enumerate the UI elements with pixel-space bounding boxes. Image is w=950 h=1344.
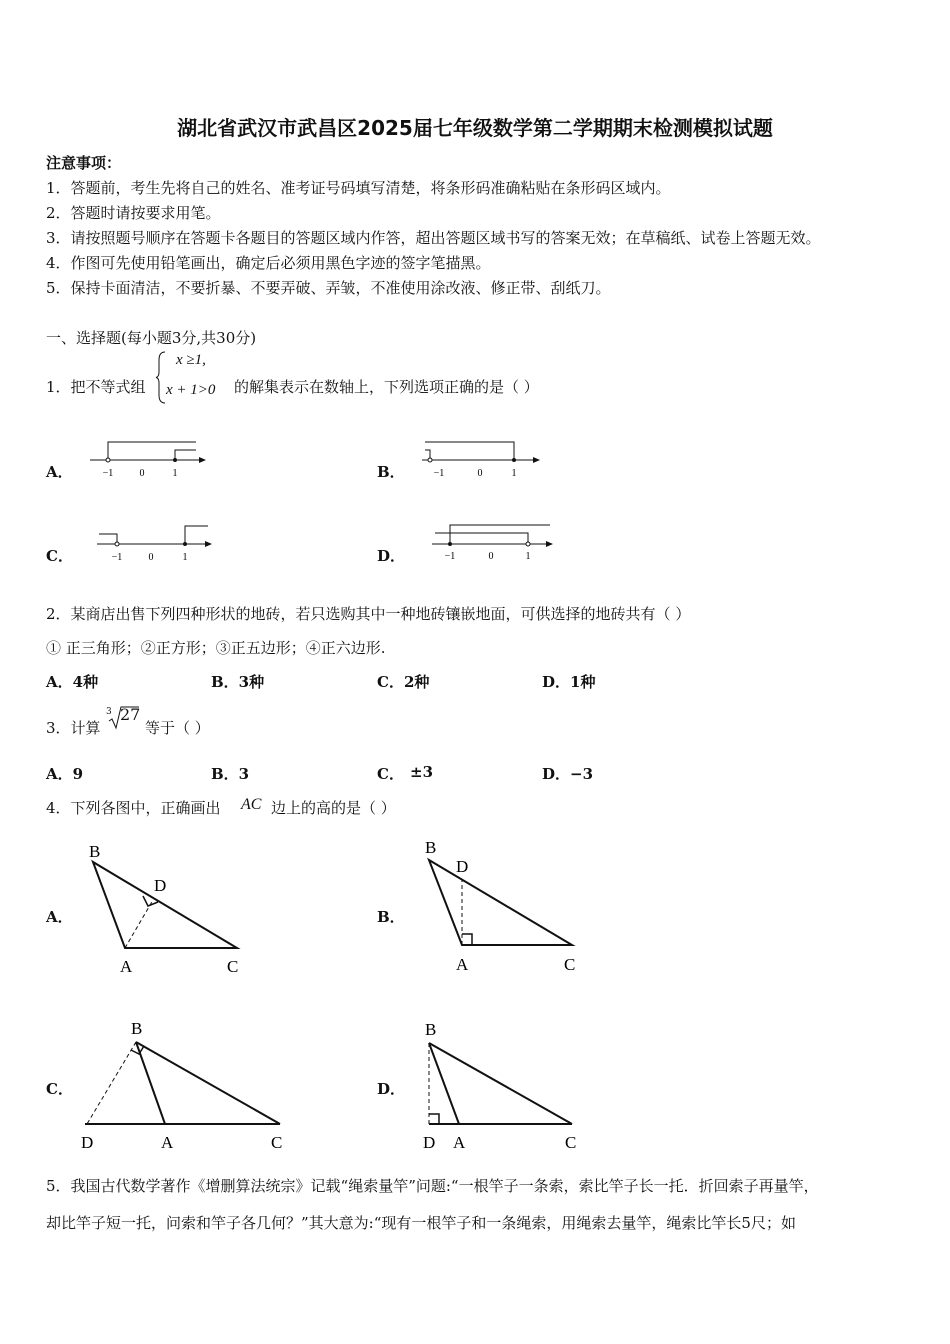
q1-option-a-numberline <box>88 435 213 480</box>
q1-option-a-label: A． <box>46 463 73 481</box>
q1-option-d-numberline <box>430 518 560 563</box>
q1-inequality-1: x ≥1, <box>176 352 206 368</box>
vertex-a: A <box>161 1133 174 1152</box>
q3-option-b: B．3 <box>211 765 250 783</box>
q4-option-d-label: D． <box>377 1080 406 1098</box>
q5-line-2: 却比竿子短一托，问索和竿子各几何？”其大意为:“现有一根竿子和一条绳索，用绳索去量竿，绳索比竿长5尺；如 <box>46 1214 796 1232</box>
q3-radicand: 27 <box>120 705 141 724</box>
q4-option-a-triangle <box>80 835 250 980</box>
vertex-b: B <box>425 838 437 857</box>
tick-label: 1 <box>182 552 188 563</box>
vertex-a: A <box>456 955 469 974</box>
vertex-b: B <box>131 1019 143 1038</box>
tick-label: −1 <box>433 468 445 479</box>
vertex-d: D <box>456 857 469 876</box>
notice-item: 5．保持卡面清洁，不要折暴、不要弄破、弄皱，不准使用涂改液、修正带、刮纸刀。 <box>46 279 611 297</box>
vertex-c: C <box>227 957 239 976</box>
q1-prefix: 1．把不等式组 <box>46 378 146 396</box>
notice-item: 3．请按照题号顺序在答题卡各题目的答题区域内作答，超出答题区域书写的答案无效；在草稿纸、试卷上答题无效。 <box>46 229 821 247</box>
q1-option-d-label: D． <box>377 547 406 565</box>
q4-suffix: 边上的高的是（ ） <box>271 799 396 817</box>
q4-prefix: 4．下列各图中，正确画出 <box>46 799 221 817</box>
vertex-d: D <box>423 1133 436 1152</box>
q4-option-b-label: B． <box>377 908 405 926</box>
q2-text: 2．某商店出售下列四种形状的地砖，若只选购其中一种地砖镶嵌地面，可供选择的地砖共有（ ） <box>46 605 691 623</box>
q4-segment: AC <box>241 796 262 813</box>
vertex-c: C <box>564 955 576 974</box>
tick-label: 0 <box>139 468 145 479</box>
q3-option-c: C． <box>377 765 404 783</box>
section-heading: 一、选择题(每小题3分,共30分) <box>46 329 257 347</box>
tick-label: 0 <box>477 468 483 479</box>
q1-option-c-label: C． <box>46 547 73 565</box>
notice-item: 4．作图可先使用铅笔画出，确定后必须用黑色字迹的签字笔描黑。 <box>46 254 491 272</box>
notice-item: 1．答题前，考生先将自己的姓名、准考证号码填写清楚，将条形码准确粘贴在条形码区域内。 <box>46 179 671 197</box>
notice-heading: 注意事项： <box>46 154 122 172</box>
vertex-c: C <box>271 1133 283 1152</box>
tick-label: 0 <box>488 551 494 562</box>
tick-label: 1 <box>511 468 517 479</box>
vertex-b: B <box>89 842 101 861</box>
q4-option-c-label: C． <box>46 1080 73 1098</box>
tick-label: −1 <box>102 468 114 479</box>
q3-root-index: 3 <box>106 707 112 717</box>
q3-option-d: D．−3 <box>542 765 594 783</box>
q1-option-b-numberline <box>420 435 545 480</box>
vertex-b: B <box>425 1020 437 1039</box>
q1-option-c-numberline <box>95 520 220 565</box>
q2-option-a: A．4种 <box>46 673 99 691</box>
q4-option-c-triangle <box>75 1010 290 1155</box>
vertex-d: D <box>154 876 167 895</box>
q3-prefix: 3．计算 <box>46 719 101 737</box>
vertex-a: A <box>120 957 133 976</box>
tick-label: 1 <box>172 468 178 479</box>
q2-subtext: ① 正三角形；②正方形；③正五边形；④正六边形. <box>46 639 386 657</box>
q4-option-d-triangle <box>415 1010 590 1155</box>
vertex-c: C <box>565 1133 577 1152</box>
q2-option-d: D．1种 <box>542 673 596 691</box>
page-title: 湖北省武汉市武昌区2025届七年级数学第二学期期末检测模拟试题 <box>177 116 773 140</box>
q4-option-b-triangle <box>420 835 590 980</box>
q1-suffix: 的解集表示在数轴上，下列选项正确的是（ ） <box>234 378 539 396</box>
q3-option-a: A．9 <box>46 765 84 783</box>
tick-label: 0 <box>148 552 154 563</box>
q4-option-a-label: A． <box>46 908 73 926</box>
q3-option-c-value: ±3 <box>410 763 434 781</box>
tick-label: −1 <box>444 551 456 562</box>
q1-inequality-2: x + 1>0 <box>166 382 216 398</box>
tick-label: 1 <box>525 551 531 562</box>
notice-item: 2．答题时请按要求用笔。 <box>46 204 221 222</box>
vertex-d: D <box>81 1133 94 1152</box>
q5-line-1: 5．我国古代数学著作《增删算法统宗》记载“绳索量竿”问题:“一根竿子一条索，索比竿子长一托．折回索子再量竿， <box>46 1177 819 1195</box>
q3-suffix: 等于（ ） <box>145 719 210 737</box>
q2-option-b: B．3种 <box>211 673 265 691</box>
q2-option-c: C．2种 <box>377 673 430 691</box>
tick-label: −1 <box>111 552 123 563</box>
q1-option-b-label: B． <box>377 463 405 481</box>
vertex-a: A <box>453 1133 466 1152</box>
